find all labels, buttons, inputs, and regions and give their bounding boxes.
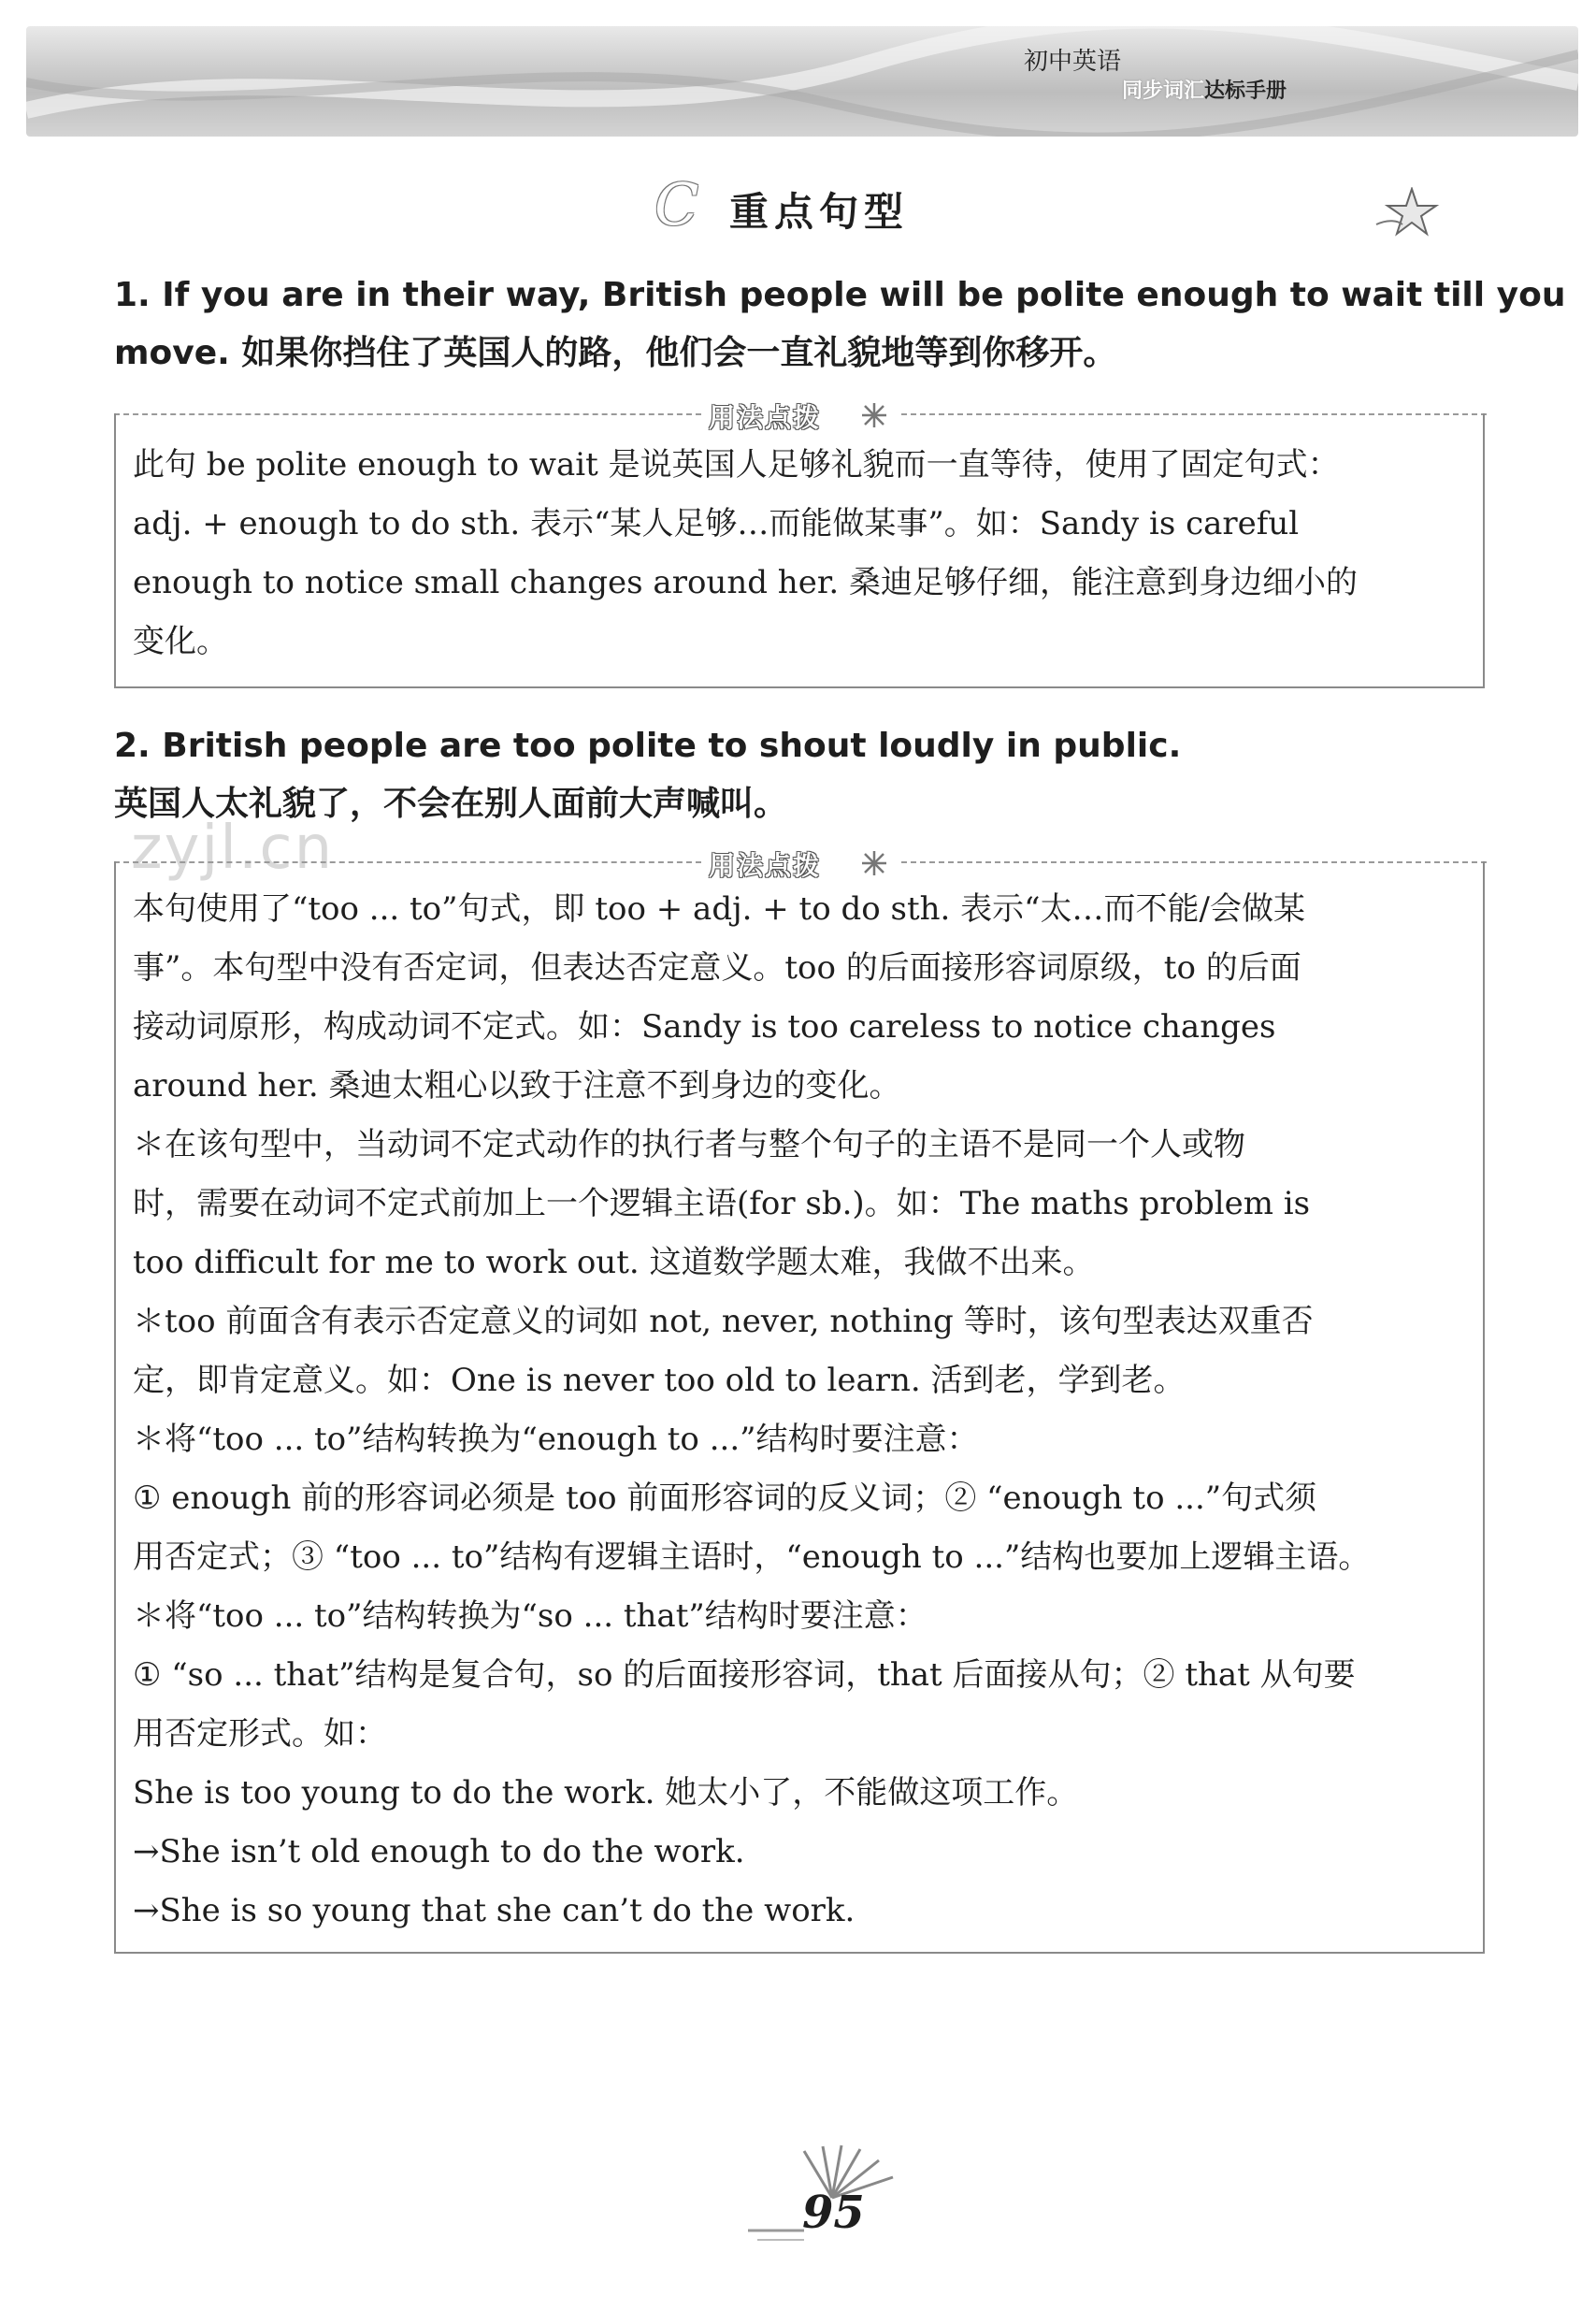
watermark: zyjl.cn — [131, 814, 335, 883]
section-title: 重点句型 — [729, 189, 910, 235]
tip-line: too difficult for me to work out. 这道数学题太难，我做不出来。 — [133, 1244, 1095, 1281]
usage-tip-label: 用法点拨 — [709, 850, 822, 881]
tip-line: →She isn’t old enough to do the work. — [133, 1833, 745, 1870]
header-book-title — [1122, 75, 1287, 104]
tip-line: adj. + enough to do sth. 表示“某人足够…而能做某事”。如：Sandy is careful — [133, 505, 1300, 542]
page-header — [26, 26, 1578, 137]
sentence-2-line: 2. British people are too polite to shout loudly in public. — [114, 727, 1182, 765]
tip-box-edge — [114, 413, 116, 432]
section-letter: C — [654, 170, 699, 238]
tip-line: 用否定式；③ “too ... to”结构有逻辑主语时，“enough to ...”结构也要加上逻辑主语。 — [133, 1538, 1371, 1576]
tip-line: 时，需要在动词不定式前加上一个逻辑主语(for sb.)。如：The maths problem is — [133, 1185, 1311, 1222]
section-heading — [654, 170, 972, 241]
tip-line: 本句使用了“too ... to”句式，即 too + adj. + to do sth. 表示“太…而不能/会做某 — [133, 890, 1305, 928]
usage-tip-box — [114, 861, 1485, 1954]
sentence-1 — [114, 267, 1566, 383]
tip-line: 事”。本句型中没有否定词，但表达否定意义。too 的后面接形容词原级，to 的后面 — [133, 949, 1301, 987]
tip-line: enough to notice small changes around her. 桑迪足够仔细，能注意到身边细小的 — [133, 564, 1358, 601]
tip-line: ＊将“too ... to”结构转换为“enough to ...”结构时要注意： — [133, 1421, 979, 1458]
page-number: 95 — [802, 2187, 865, 2239]
tip-line: 变化。 — [133, 623, 228, 660]
tip-line: ＊在该句型中，当动词不定式动作的执行者与整个句子的主语不是同一个人或物 — [133, 1126, 1245, 1163]
tip-line: ① “so ... that”结构是复合句，so 的后面接形容词，that 后面接从句；② that 从句要 — [133, 1656, 1356, 1694]
tip-line: 用否定形式。如： — [133, 1715, 387, 1753]
sentence-2-line: 英国人太礼貌了，不会在别人面前大声喊叫。 — [114, 785, 788, 823]
tip-box-edge — [1483, 413, 1485, 432]
usage-tip-label: 用法点拨 — [709, 402, 822, 433]
tip-line: →She is so young that she can’t do the work. — [133, 1892, 856, 1929]
header-swirl-decoration — [26, 26, 1578, 137]
tip-line: ＊too 前面含有表示否定意义的词如 not, never, nothing 等时，该句型表达双重否 — [133, 1303, 1314, 1340]
sentence-1-line: move. 如果你挡住了英国人的路，他们会一直礼貌地等到你移开。 — [114, 334, 1117, 372]
tip-line: 接动词原形，构成动词不定式。如：Sandy is too careless to notice changes — [133, 1008, 1276, 1046]
header-book-highlight: 同步词汇 — [1122, 79, 1205, 103]
header-book-rest: 达标手册 — [1204, 79, 1287, 103]
tip-line: She is too young to do the work. 她太小了，不能做这项工作。 — [133, 1774, 1079, 1812]
page-number-badge — [748, 2142, 916, 2254]
star-icon — [1374, 187, 1440, 238]
tip-line: ＊将“too ... to”结构转换为“so ... that”结构时要注意： — [133, 1597, 927, 1635]
tip-line: 此句 be polite enough to wait 是说英国人足够礼貌而一直等待，使用了固定句式： — [133, 446, 1340, 484]
header-subject: 初中英语 — [1024, 48, 1122, 76]
tip-line: ① enough 前的形容词必须是 too 前面形容词的反义词；② “enough to ...”句式须 — [133, 1480, 1317, 1517]
tip-line: around her. 桑迪太粗心以致于注意不到身边的变化。 — [133, 1067, 901, 1104]
tip-line: 定，即肯定意义。如：One is never too old to learn. 活到老，学到老。 — [133, 1362, 1186, 1399]
sentence-1-line: 1. If you are in their way, British people will be polite enough to wait till you — [114, 276, 1566, 314]
usage-tip-box — [114, 413, 1485, 688]
